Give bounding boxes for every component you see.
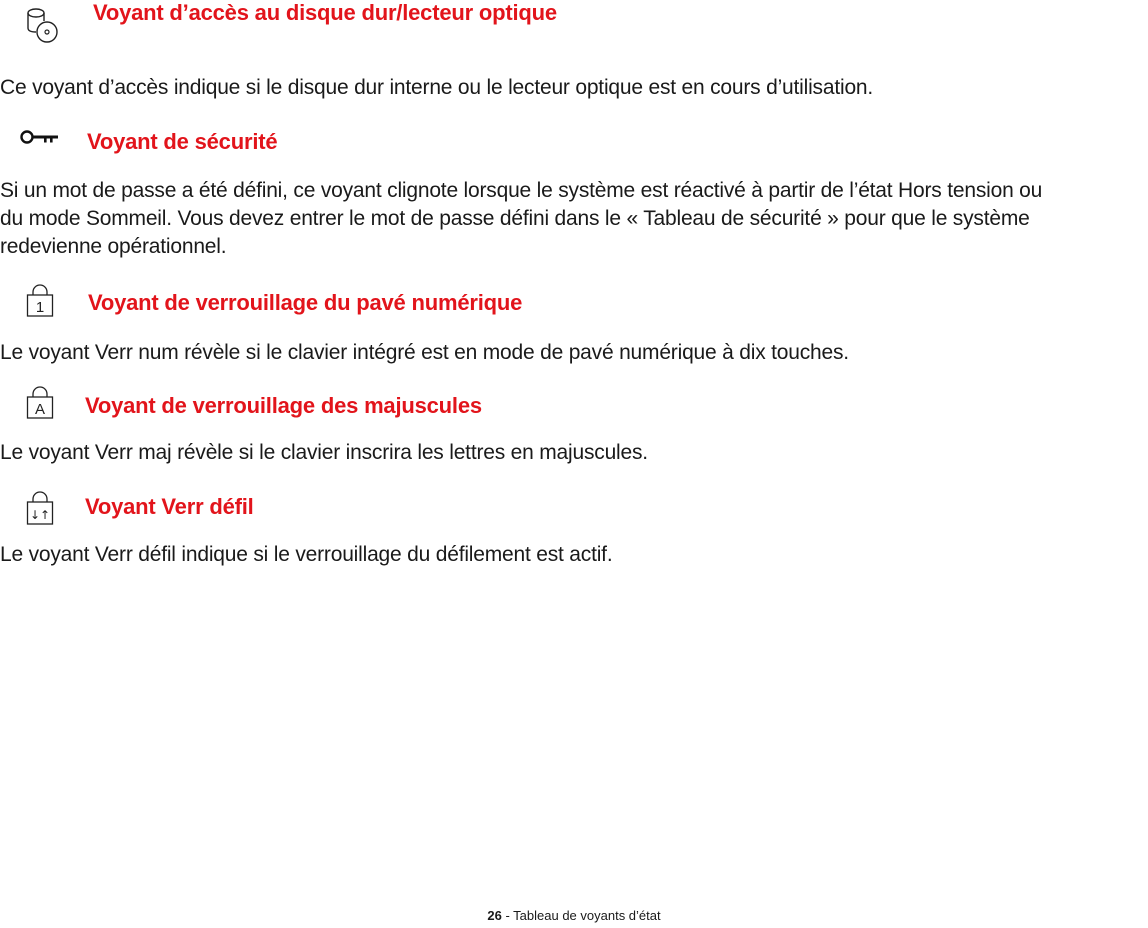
section-heading-disk-access: Voyant d’accès au disque dur/lecteur optique	[93, 0, 557, 25]
section-text-disk-access-line-1: Ce voyant d’accès indique si le disque dur interne ou le lecteur optique est en cours d’utilisation.	[0, 76, 874, 99]
scroll-lock-icon	[26, 490, 54, 526]
section-text-scroll-lock-line-1: Le voyant Verr défil indique si le verrouillage du défilement est actif.	[0, 543, 613, 566]
section-text-security-line-3: redevienne opérationnel.	[0, 235, 227, 258]
section-heading-security: Voyant de sécurité	[87, 129, 278, 154]
key-icon	[20, 128, 60, 148]
section-heading-scroll-lock: Voyant Verr défil	[85, 494, 254, 519]
section-heading-num-lock: Voyant de verrouillage du pavé numérique	[88, 290, 523, 315]
section-text-security-line-1: Si un mot de passe a été défini, ce voyant clignote lorsque le système est réactivé à partir de l’état Hors tension ou	[0, 179, 1043, 202]
scroll-lock-icon-label: ↓↑	[29, 508, 51, 522]
page-footer	[0, 907, 1148, 925]
section-text-caps-lock-line-1: Le voyant Verr maj révèle si le clavier inscrira les lettres en majuscules.	[0, 441, 648, 464]
caps-lock-icon-label: A	[34, 401, 46, 418]
num-lock-icon	[26, 284, 54, 318]
num-lock-icon-label: 1	[35, 299, 45, 316]
section-heading-caps-lock: Voyant de verrouillage des majuscules	[85, 393, 482, 418]
section-text-security-line-2: du mode Sommeil. Vous devez entrer le mot de passe défini dans le « Tableau de sécurité » pour que le système	[0, 207, 1030, 230]
footer-page-number: 26	[487, 908, 502, 923]
footer-title: Tableau de voyants d’état	[513, 908, 661, 923]
footer-separator: -	[501, 908, 514, 923]
caps-lock-icon	[26, 386, 54, 420]
section-text-num-lock-line-1: Le voyant Verr num révèle si le clavier intégré est en mode de pavé numérique à dix touches.	[0, 341, 849, 364]
hard-drive-optical-icon	[24, 4, 64, 44]
